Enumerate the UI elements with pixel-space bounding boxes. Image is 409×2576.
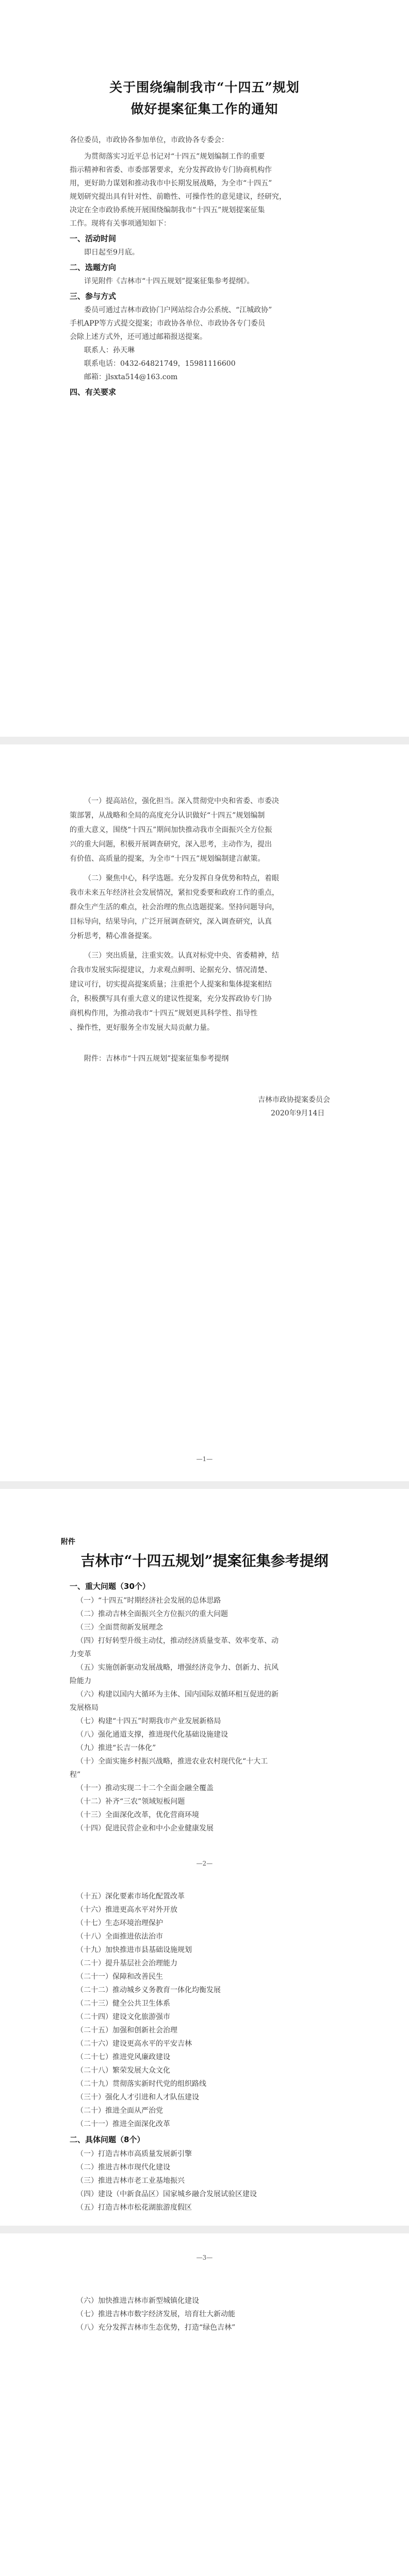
salutation: 各位委员，市政协各参加单位，市政协各专委会：: [70, 136, 228, 144]
outline-item: （十三）全面深化改革，优化营商环境: [76, 1811, 199, 1819]
outline-item: （二十二）推动城乡义务教育一体化均衡发展: [76, 1986, 221, 1994]
section-heading: 二、具体问题（8个）: [70, 2135, 145, 2144]
intro-line: 决定在全市政协系统开展围绕编制我市“十四五”规划提案征集: [70, 206, 265, 214]
intro-line: 工作。现将有关事项通知如下：: [70, 219, 171, 228]
section-heading: 三、参与方式: [70, 292, 117, 301]
outline-item: （十五）深化要素市场化配置改革: [76, 1892, 185, 1901]
outline-item: 力变革: [70, 1650, 91, 1658]
requirement-line: 兴的重大问题，积极开展调查研究，深入思考，主动作为，提出: [70, 840, 272, 849]
requirement-line: 合，积极撰写具有重大意义的建议性提案，充分发挥政协专门协: [70, 995, 272, 1003]
page-number: —2—: [196, 1860, 213, 1867]
section-text: 会除上述方式外，还可通过邮箱报送提案。: [70, 333, 207, 341]
issue-date: 2020年9月14日: [271, 1109, 325, 1117]
notice-page-2: [0, 744, 409, 1481]
outline-item: （二十一）保障和改善民生: [76, 1973, 163, 1981]
notice-title-line1: 关于围绕编制我市“十四五”规划: [109, 80, 300, 95]
section-text: 即日起至9月底。: [84, 248, 139, 257]
requirement-line: （三）突出质量，注重实效。认真对标党中央、省委精神，结: [84, 952, 279, 960]
outline-item: （四）打好转型升级主动仗，推动经济质量变革、效率变革、动: [76, 1637, 279, 1645]
outline-item: 险能力: [70, 1677, 91, 1685]
outline-item: （十）全面实施乡村振兴战略，推进农业农村现代化“十大工: [76, 1757, 268, 1766]
outline-item: （一）“十四五”时期经济社会发展的总体思路: [76, 1597, 221, 1605]
attachment-note: 附件：吉林市“十四五规划”提案征集参考提纲: [84, 1055, 229, 1063]
outline-item: （七）推进吉林市数字经济发展，培育壮大新动能: [76, 2310, 235, 2318]
outline-item: （七）构建“十四五”时期我市产业发展新格局: [76, 1717, 221, 1725]
outline-item: （二十）推进全面从严治党: [76, 2107, 163, 2115]
outline-item: （十九）加快推进市县基础设施规划: [76, 1946, 192, 1954]
contact-email: 邮箱：jlsxta514@163.com: [84, 373, 178, 381]
requirement-line: 合我市发展实际提建议，力求观点鲜明、论据充分、情况清楚、: [70, 966, 272, 974]
requirement-line: 我市未来五年经济社会发展情况，紧扣党委要和政府工作的重点，: [70, 889, 279, 897]
requirement-line: （一）提高站位，强化担当。深入贯彻党中央和省委、市委决: [84, 797, 279, 805]
outline-item: （二十三）健全公共卫生体系: [76, 1999, 170, 2008]
outline-item: （五）实施创新驱动发展战略，增强经济竞争力、创新力、抗风: [76, 1664, 279, 1672]
outline-item: 程”: [70, 1771, 81, 1779]
section-heading: 二、选题方向: [70, 263, 117, 272]
page-number: —1—: [196, 1455, 213, 1463]
outline-item: （十一）推动实现二十二个全面金融全覆盖: [76, 1784, 214, 1792]
outline-item: （六）构建以国内大循环为主体、国内国际双循环相互促进的新: [76, 1690, 279, 1699]
intro-line: 指示精神和省委、市委部署要求，充分发挥政协专门协商机构作: [70, 166, 272, 174]
issuing-org: 吉林市政协提案委员会: [258, 1096, 330, 1104]
outline-item: （十六）推进更高水平对外开放: [76, 1906, 177, 1914]
annex-label: 附件: [61, 1538, 75, 1546]
section-heading: 一、活动时间: [70, 234, 117, 243]
outline-title: 吉林市“十四五规划”提案征集参考提纲: [80, 1552, 329, 1569]
requirement-line: （二）聚焦中心，科学选题。充分发挥自身优势和特点，着眼: [84, 874, 279, 883]
outline-item: （九）推进“长吉一体化”: [76, 1744, 156, 1752]
requirement-line: 策部署，从战略和全局的高度充分认识做好“十四五”规划编制: [70, 811, 265, 820]
outline-item: （三）推进吉林市老工业基地振兴: [76, 2177, 185, 2185]
requirement-line: 有价值、高质量的提案，为全市“十四五”规划编制建言献策。: [70, 855, 265, 863]
outline-item: （四）建设（中新食品区）国家城乡融合发展试验区建设: [76, 2190, 257, 2198]
requirement-line: 目标导向，结果导向，广泛开展调查研究，深入调查研究，认真: [70, 918, 272, 926]
requirement-line: 、操作性，更好服务全市发展大局贡献力量。: [70, 1024, 214, 1032]
section-heading: 一、重大问题（30个）: [70, 1582, 150, 1591]
outline-item: （二十七）推进党风廉政建设: [76, 2053, 170, 2061]
outline-item: （五）打造吉林市松花湖旅游度假区: [76, 2204, 192, 2212]
outline-item: （二十九）贯彻落实新时代党的组织路线: [76, 2080, 206, 2088]
contact-phone: 联系电话：0432-64821749，15981116600: [84, 360, 236, 368]
outline-item: （十四）促进民营企业和中小企业健康发展: [76, 1824, 214, 1833]
section-heading: 四、有关要求: [70, 387, 117, 397]
outline-item: （三十）强化人才引进和人才队伍建设: [76, 2093, 199, 2102]
outline-item: （十八）全面推进依法治市: [76, 1933, 163, 1941]
requirement-line: 建议可行，切实提高提案质量；注重把个人提案和集体提案相结: [70, 980, 272, 989]
outline-item: （二十六）建设更高水平的平安吉林: [76, 2040, 192, 2048]
requirement-line: 分析思考，精心准备提案。: [70, 932, 156, 940]
outline-item: （三）全面贯彻新发展理念: [76, 1623, 163, 1632]
outline-item: （二十四）建设文化旅游强市: [76, 2013, 170, 2021]
outline-item: （十二）补齐“三农”领域短板问题: [76, 1798, 185, 1806]
outline-item: （二十五）加强和创新社会治理: [76, 2026, 177, 2035]
outline-item: （一）打造吉林市高质量发展新引擎: [76, 2150, 192, 2158]
outline-item: （二十八）繁荣发展大众文化: [76, 2066, 170, 2075]
outline-item: （十七）生态环境治理保护: [76, 1919, 163, 1927]
outline-item: （二）推动吉林全面振兴全方位振兴的重大问题: [76, 1610, 228, 1618]
intro-line: 为贯彻落实习近平总书记对“十四五”规划编制工作的重要: [84, 152, 265, 161]
contact-person: 联系人：孙天琳: [84, 346, 135, 354]
outline-item: （八）充分发挥吉林市生态优势，打造“绿色吉林”: [76, 2324, 236, 2332]
outline-item: （八）强化通道支撑，推进现代化基础设施建设: [76, 1731, 228, 1739]
requirement-line: 群众生产生活的难点，社会治理的焦点选题提案。坚持问题导向，: [70, 903, 279, 911]
notice-title-line2: 做好提案征集工作的通知: [130, 101, 279, 116]
outline-item: （二十一）推进全面深化改革: [76, 2120, 170, 2128]
outline-page-2: [0, 2233, 409, 2576]
section-text: 委员可通过吉林市政协门户网站综合办公系统、“江城政协”: [84, 306, 272, 314]
outline-item: （二十）提升基层社会治理能力: [76, 1959, 177, 1968]
outline-item: 发展格局: [70, 1704, 99, 1712]
requirement-line: 的重大意义，围绕“十四五”期间加快推动我市全面振兴全方位振: [70, 826, 272, 834]
section-text: 手机APP等方式提交提案；市政协各单位、市政协各专门委员: [70, 319, 265, 328]
intro-line: 用，更好助力谋划和推动我市中长期发展战略，为全市“十四五”: [70, 179, 272, 188]
outline-page: [0, 1489, 409, 2226]
section-text: 详见附件《吉林市“十四五规划”提案征集参考提纲》。: [84, 277, 254, 285]
outline-item: （二）推进吉林市现代化建设: [76, 2163, 170, 2172]
outline-item: （六）加快推进吉林市新型城镇化建设: [76, 2297, 199, 2305]
notice-page: [0, 0, 409, 737]
intro-line: 规划研究提出具有针对性、前瞻性、可操作性的意见建议，经研究，: [70, 193, 286, 201]
page-number: —3—: [196, 2254, 213, 2261]
requirement-line: 商机构作用，为推动我市“十四五”规划更具科学性、指导性: [70, 1009, 258, 1018]
